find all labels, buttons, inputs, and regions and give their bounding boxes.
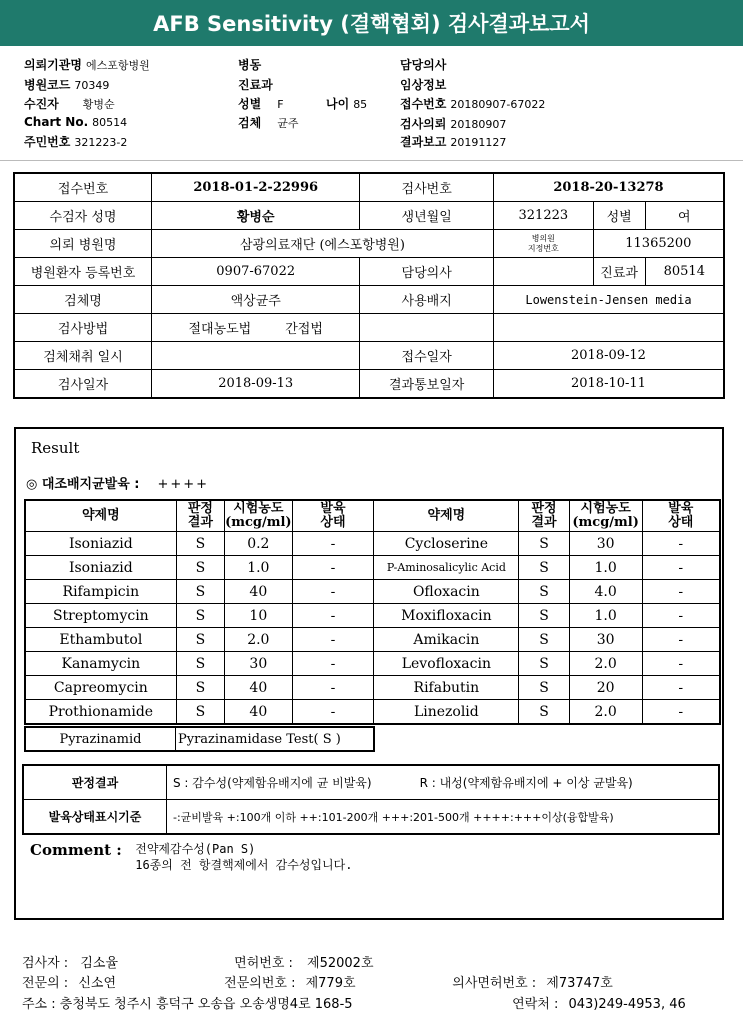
collect-date (152, 342, 360, 370)
footer-address: 주소 : 충청북도 청주시 흥덕구 오송읍 오송생명4로 168-5 연락처 : 043)249-4953, 46 (22, 997, 686, 1012)
footer-specialist: 전문의 : 신소연 전문의번호 : 제779호 의사면허번호 : 제73747호 (22, 976, 613, 991)
header-patient: 수진자 황병순 (24, 97, 115, 111)
report-notify-date: 2018-10-11 (493, 370, 724, 399)
drug-row: Streptomycin S 10 - Moxifloxacin S 1.0 - (25, 604, 720, 628)
method: 절대농도법 간접법 (152, 314, 360, 342)
hospital-code: 11365200 (593, 230, 724, 258)
hospital-name: 삼광의료재단 (에스포항병원) (152, 230, 494, 258)
result-section (14, 427, 724, 920)
header-divider (0, 160, 743, 161)
drug-row: Rifampicin S 40 - Ofloxacin S 4.0 - (25, 580, 720, 604)
report-title: AFB Sensitivity (결핵협회) 검사결과보고서 (0, 0, 743, 46)
sex: 여 (645, 202, 724, 230)
header-resident-no: 주민번호 321223-2 (24, 135, 128, 149)
drug-row: Capreomycin S 40 - Rifabutin S 20 - (25, 676, 720, 700)
drug-row: Prothionamide S 40 - Linezolid S 2.0 - (25, 700, 720, 725)
header-age: 나이 85 (326, 97, 368, 111)
dob: 321223 (493, 202, 593, 230)
patient-name: 황병순 (152, 202, 360, 230)
drug-row: Isoniazid S 1.0 - P-Aminosalicylic Acid S 1.0 - (25, 556, 720, 580)
legend-table: 판정결과 S : 감수성(약제함유배지에 균 비발육) R : 내성(약제함유배지에 + 이상 균발육) 발육상태표시기준 -:균비발육 +:100개 이하 ++:101-200개 +++:201-500개 ++++:+++이상(융합발육) (22, 764, 720, 835)
receive-date: 2018-09-12 (493, 342, 724, 370)
header-receipt-no: 접수번호 20180907-67022 (400, 97, 546, 111)
header-hospital: 의뢰기관명 에스포항병원 (24, 58, 150, 72)
header-specimen: 검체 균주 (238, 116, 299, 130)
drug-table: 약제명 판정 결과 시험농도 (mcg/ml) 발육 상태 약제명 판정 결과 시험농도 (mcg/ml) 발육 상태 Isoniazid S 0.2 - Cycloserine S 30 - Isoniazid S 1.0 - P-Aminosalicylic Acid S 1.0 - Rifampicin S 40 - Ofloxacin S 4.0 - Streptomycin S 10 - Moxifloxacin S 1.0 - Ethambutol S 2.0 - Amikacin S 30 - Kanamycin S 30 - Levofloxacin S 2.0 - Capreomycin S 40 - Rifabutin S 20 - Prothionamide S 40 - Linezolid S 2.0 - (24, 499, 721, 725)
header-request-date: 검사의뢰 20180907 (400, 117, 507, 131)
header-ward: 병동 (238, 58, 262, 72)
pyrazinamid-row: Pyrazinamid Pyrazinamidase Test( S ) (24, 726, 375, 752)
header-report-date: 결과보고 20191127 (400, 135, 507, 149)
header-clinical-info: 임상정보 (400, 78, 447, 92)
doctor (493, 258, 593, 286)
patient-info-table: 접수번호 2018-01-2-22996 검사번호 2018-20-13278 수검자 성명 황병순 생년월일 321223 성별 여 의뢰 병원명 삼광의료재단 (에스포항병원) 병의원 지정번호 11365200 병원환자 등록번호 0907-67022 담당의사 진료과 80514 검체명 액상균주 사용배지 Lowenstein-Jensen media 검사방법 절대농도법 간접법 검체채취 일시 접수일자 2018-09-12 검사일자 2018-09-13 결과통보일자 2018-10-11 (13, 172, 725, 399)
dept-value: 80514 (645, 258, 724, 286)
receipt-no: 2018-01-2-22996 (152, 173, 360, 202)
header-sex: 성별 F (238, 97, 284, 111)
comment: Comment : 전약제감수성(Pan S) 16종의 전 항결핵제에서 감수성입니다. (30, 841, 353, 872)
footer-inspector: 검사자 : 김소율 면허번호 : 제52002호 (22, 956, 374, 971)
specimen-name: 액상균주 (152, 286, 360, 314)
test-no: 2018-20-13278 (493, 173, 724, 202)
header-dept: 진료과 (238, 78, 273, 92)
header-doctor: 담당의사 (400, 58, 447, 72)
drug-row: Isoniazid S 0.2 - Cycloserine S 30 - (25, 532, 720, 556)
header-chart-no: Chart No. 80514 (24, 115, 128, 129)
result-title: Result (31, 439, 80, 457)
test-date: 2018-09-13 (152, 370, 360, 399)
drug-row: Kanamycin S 30 - Levofloxacin S 2.0 - (25, 652, 720, 676)
medium: Lowenstein-Jensen media (493, 286, 724, 314)
header-hospital-code: 병원코드 70349 (24, 78, 110, 92)
registration-no: 0907-67022 (152, 258, 360, 286)
drug-row: Ethambutol S 2.0 - Amikacin S 30 - (25, 628, 720, 652)
control-growth: ◎ 대조배지균발육 : ++++ (26, 477, 210, 492)
